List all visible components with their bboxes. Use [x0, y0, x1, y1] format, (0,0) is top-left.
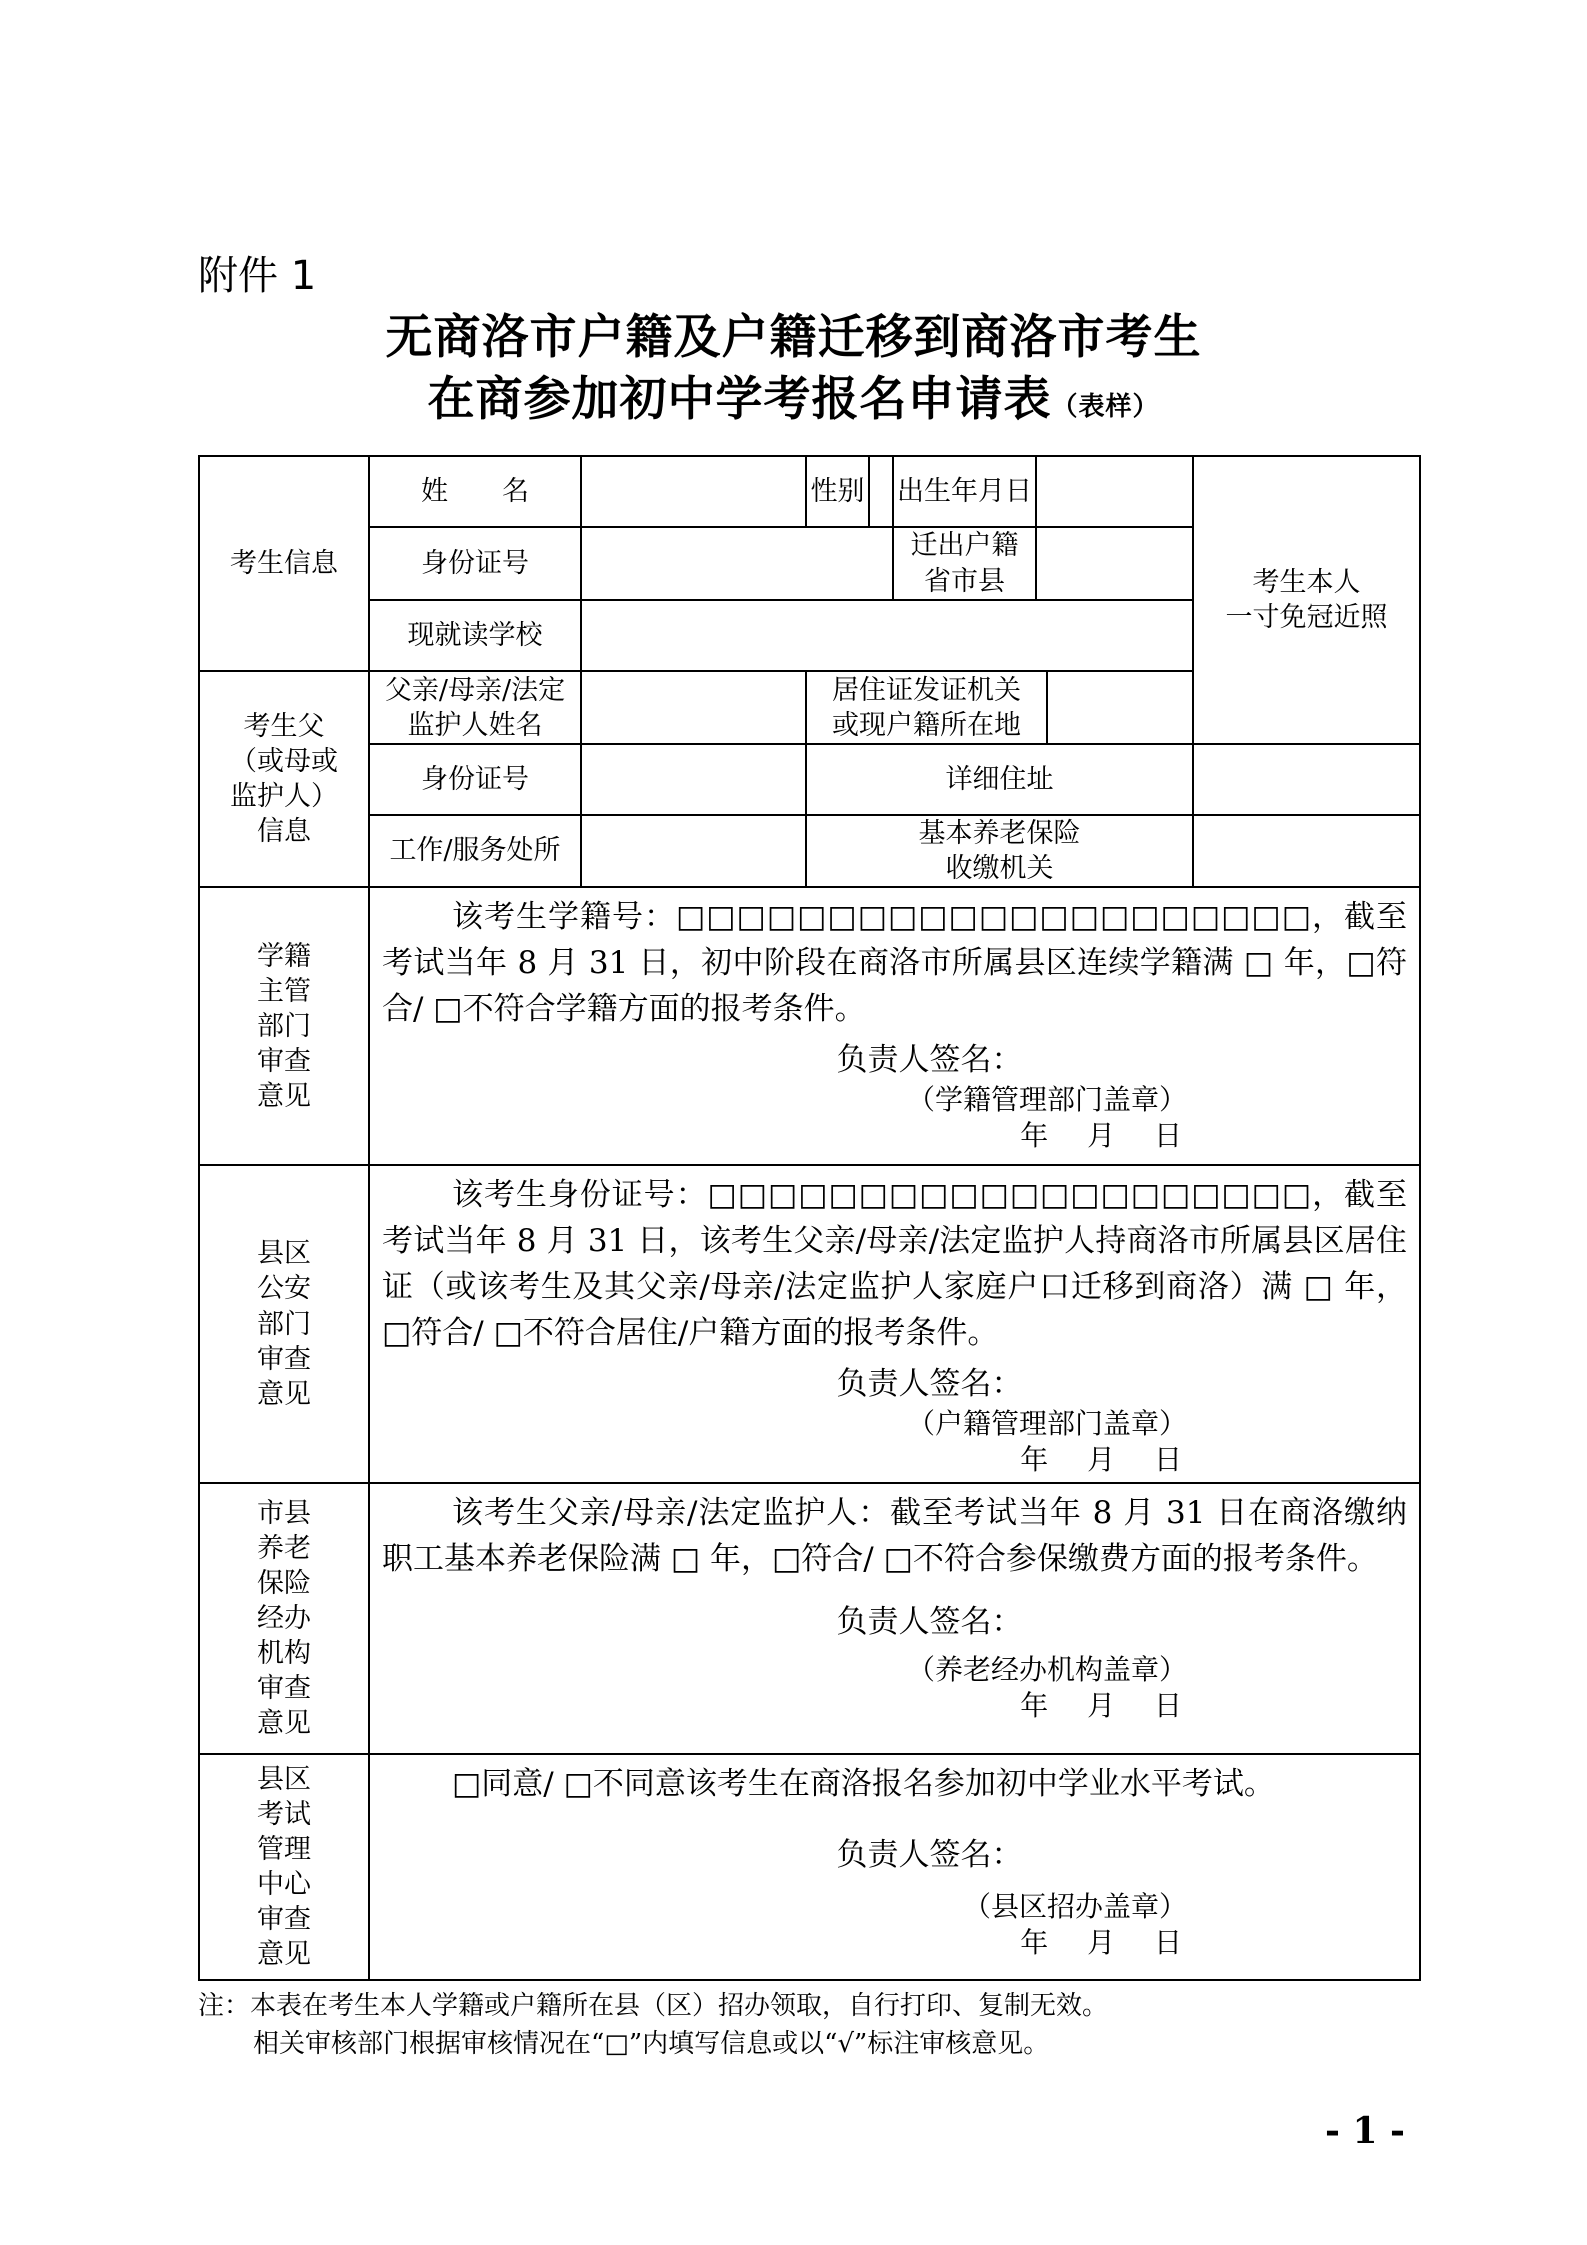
form-title-line2 — [0, 362, 1587, 429]
exam-review-sign: 负责人签名： — [836, 1836, 1023, 1873]
school-review-l5: 意见 — [257, 1080, 311, 1112]
pension-review-l2: 养老 — [257, 1532, 311, 1564]
address-label: 详细住址 — [806, 744, 1193, 814]
exam-review-label — [199, 1754, 369, 1980]
pension-review-l1: 市县 — [257, 1497, 311, 1529]
parent-name-label-1: 父亲/母亲/法定 — [384, 674, 566, 706]
school-review-seal: （学籍管理部门盖章） — [906, 1083, 1187, 1117]
authority-label — [806, 671, 1047, 744]
origin-label-2: 省市县 — [924, 565, 1005, 597]
school-review-l4: 审查 — [257, 1045, 311, 1077]
pension-label-1: 基本养老保险 — [918, 817, 1081, 849]
student-id-label: 身份证号 — [369, 527, 581, 600]
exam-review-l1: 县区 — [257, 1763, 311, 1795]
school-review-l2: 主管 — [257, 975, 311, 1007]
police-review-l4: 审查 — [257, 1343, 311, 1375]
pension-review-l6: 审查 — [257, 1673, 311, 1704]
school-review-cell[interactable] — [369, 887, 1420, 1165]
name-label: 姓 名 — [369, 456, 581, 527]
authority-field[interactable] — [1047, 671, 1193, 744]
school-review-label — [199, 887, 369, 1165]
origin-field[interactable] — [1036, 527, 1193, 600]
parent-name-label — [369, 671, 581, 744]
parent-info-section — [199, 671, 369, 887]
parent-section-1: 考生父 — [243, 710, 325, 742]
exam-review-date: 年 月 日 — [1020, 1925, 1182, 1959]
pension-review-seal: （养老经办机构盖章） — [906, 1652, 1187, 1686]
student-info-section: 考生信息 — [199, 456, 369, 671]
exam-review-l2: 考试 — [257, 1798, 311, 1830]
pension-review-l4: 经办 — [257, 1602, 311, 1634]
exam-review-l3: 管理 — [257, 1833, 311, 1865]
parent-section-2: （或母或 — [230, 746, 338, 778]
pension-review-l7: 意见 — [257, 1708, 311, 1740]
exam-review-seal: （县区招办盖章） — [962, 1889, 1187, 1923]
exam-review-l4: 中心 — [257, 1868, 311, 1900]
pension-label-2: 收缴机关 — [945, 852, 1054, 884]
police-review-sign: 负责人签名： — [836, 1366, 1023, 1403]
school-review-text: 该考生学籍号：□□□□□□□□□□□□□□□□□□□□□，截至考试当年 8 月 31 日，初中阶段在商洛市所属县区连续学籍满 □ 年，□符合/ □不符合学籍方面的报考条件。 — [382, 899, 1407, 1028]
police-review-date: 年 月 日 — [1020, 1443, 1182, 1477]
birth-field[interactable] — [1036, 456, 1193, 527]
photo-label-1: 考生本人 — [1252, 567, 1361, 599]
school-review-sign: 负责人签名： — [836, 1042, 1023, 1079]
form-notes — [198, 1987, 1108, 2063]
authority-label-1: 居住证发证机关 — [832, 674, 1021, 706]
photo-box[interactable] — [1193, 456, 1420, 744]
pension-review-label — [199, 1483, 369, 1754]
pension-review-sign: 负责人签名： — [836, 1603, 1023, 1640]
origin-label — [893, 527, 1036, 600]
police-review-l1: 县区 — [257, 1238, 311, 1270]
origin-label-1: 迁出户籍 — [910, 530, 1019, 562]
school-field[interactable] — [581, 600, 1193, 671]
police-review-seal: （户籍管理部门盖章） — [906, 1407, 1187, 1441]
work-label: 工作/服务处所 — [369, 815, 581, 888]
authority-label-2: 或现户籍所在地 — [832, 709, 1021, 741]
exam-review-l5: 审查 — [257, 1904, 311, 1936]
parent-section-4: 信息 — [257, 816, 311, 848]
photo-label-2: 一寸免冠近照 — [1225, 602, 1388, 634]
pension-review-cell[interactable] — [369, 1483, 1420, 1754]
parent-id-field[interactable] — [581, 744, 806, 814]
police-review-l3: 部门 — [257, 1308, 311, 1340]
gender-label: 性别 — [806, 456, 869, 527]
pension-review-text: 该考生父亲/母亲/法定监护人：截至考试当年 8 月 31 日在商洛缴纳职工基本养老保险满 □ 年，□符合/ □不符合参保缴费方面的报考条件。 — [382, 1494, 1407, 1577]
form-title-main: 在商参加初中学考报名申请表 — [427, 372, 1052, 427]
note-line-1: 注：本表在考生本人学籍或户籍所在县（区）招办领取，自行打印、复制无效。 — [198, 1991, 1109, 2021]
parent-id-label: 身份证号 — [369, 744, 581, 814]
pension-review-date: 年 月 日 — [1020, 1688, 1182, 1722]
pension-review-l5: 机构 — [257, 1637, 311, 1669]
exam-review-cell[interactable] — [369, 1754, 1420, 1980]
application-form — [198, 455, 1421, 1981]
exam-review-l6: 意见 — [257, 1939, 311, 1971]
gender-field[interactable] — [869, 456, 893, 527]
parent-section-3: 监护人） — [230, 781, 338, 813]
police-review-label — [199, 1165, 369, 1482]
attachment-label: 附件 1 — [198, 253, 317, 299]
pension-review-l3: 保险 — [257, 1567, 311, 1599]
birth-label: 出生年月日 — [893, 456, 1036, 527]
student-id-field[interactable] — [581, 527, 893, 600]
address-field[interactable] — [1193, 744, 1420, 814]
name-field[interactable] — [581, 456, 806, 527]
page-number: - 1 - — [1325, 2110, 1405, 2152]
school-label: 现就读学校 — [369, 600, 581, 671]
school-review-date: 年 月 日 — [1020, 1119, 1182, 1153]
work-field[interactable] — [581, 815, 806, 888]
school-review-l3: 部门 — [257, 1010, 311, 1042]
police-review-cell[interactable] — [369, 1165, 1420, 1482]
police-review-l5: 意见 — [257, 1378, 311, 1410]
pension-agency-label — [806, 815, 1193, 888]
form-title-line1: 无商洛市户籍及户籍迁移到商洛市考生 — [385, 310, 1202, 365]
police-review-l2: 公安 — [257, 1273, 311, 1305]
parent-name-label-2: 监护人姓名 — [407, 709, 543, 741]
police-review-text: 该考生身份证号：□□□□□□□□□□□□□□□□□□□□，截至考试当年 8 月 31 日，该考生父亲/母亲/法定监护人持商洛市所属县区居住证（或该考生及其父亲/母亲/法定监护人家庭户口迁移到商洛）满 □ 年，□符合/ □不符合居住/户籍方面的报考条件。 — [382, 1177, 1407, 1352]
note-line-2: 相关审核部门根据审核情况在“□”内填写信息或以“√”标注审核意见。 — [253, 2029, 1050, 2059]
school-review-l1: 学籍 — [257, 940, 311, 972]
parent-name-field[interactable] — [581, 671, 806, 744]
form-title-note: （表样） — [1051, 392, 1160, 422]
pension-agency-field[interactable] — [1193, 815, 1420, 888]
exam-review-text: □同意/ □不同意该考生在商洛报名参加初中学业水平考试。 — [452, 1765, 1275, 1802]
